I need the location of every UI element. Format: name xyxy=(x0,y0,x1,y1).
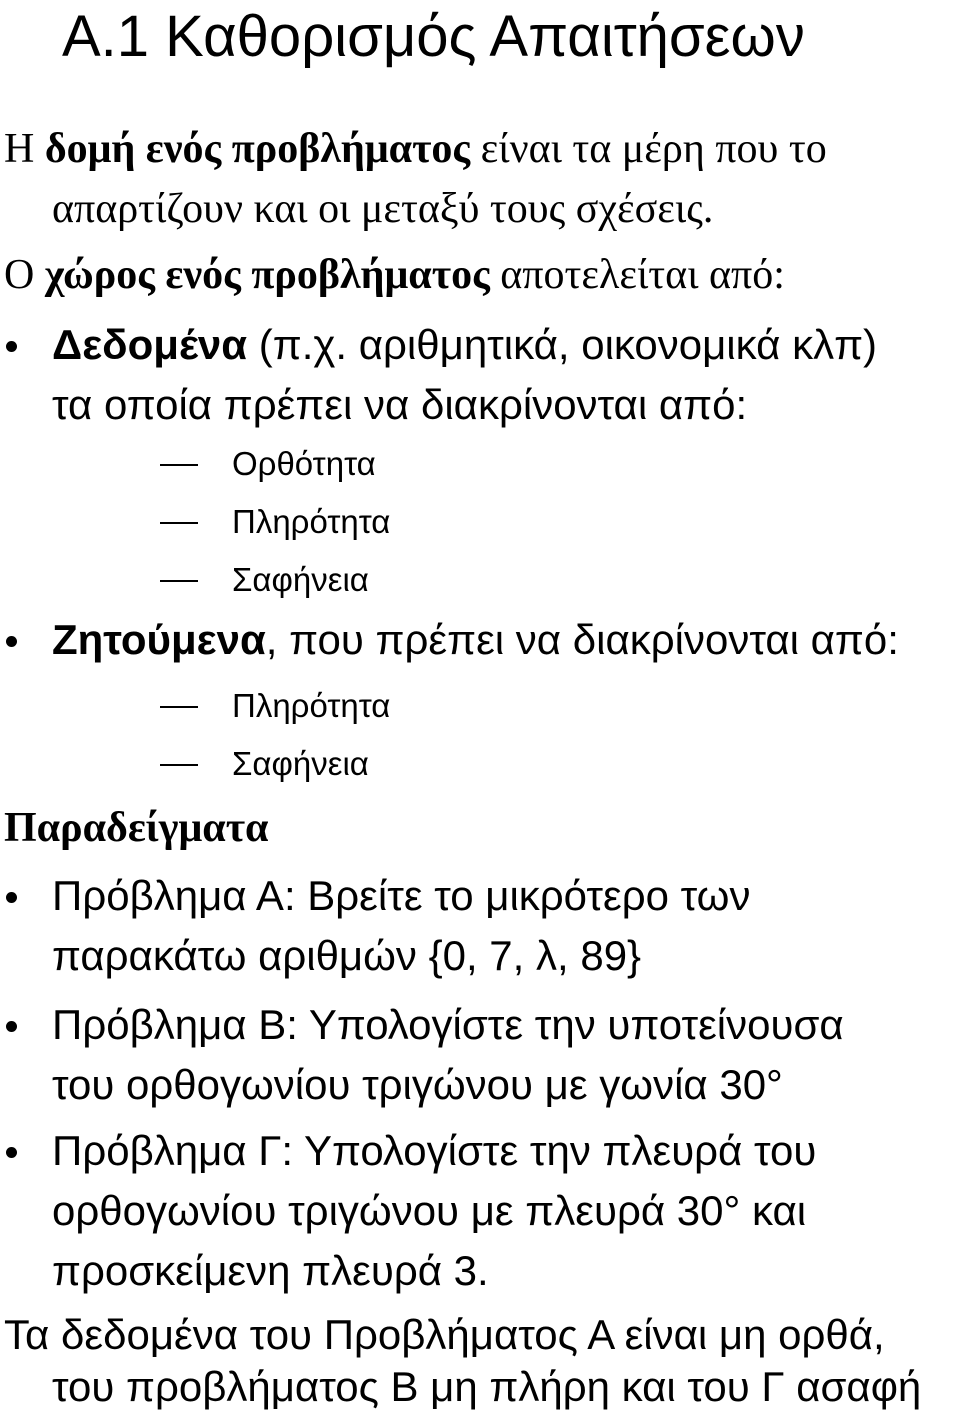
bold-term-data: Δεδομένα xyxy=(52,321,248,368)
problem-c-line1: Πρόβλημα Γ: Υπολογίστε την πλευρά του xyxy=(52,1127,817,1174)
dash-icon xyxy=(160,522,198,524)
problem-a-line1: Πρόβλημα Α: Βρείτε το μικρότερο των xyxy=(52,872,751,919)
problem-b-line1: Πρόβλημα Β: Υπολογίστε την υποτείνουσα xyxy=(52,1001,844,1048)
bullet-icon xyxy=(6,1021,17,1032)
examples-heading: Παραδείγματα xyxy=(4,805,269,851)
bold-term-structure: δομή ενός προβλήματος xyxy=(44,126,471,172)
problem-c-line2: ορθογωνίου τριγώνου με πλευρά 30° και xyxy=(52,1187,807,1234)
bold-term-wanted: Ζητούμενα xyxy=(52,616,266,663)
data-item-line2: τα οποία πρέπει να διακρίνονται από: xyxy=(52,381,748,428)
bullet-icon xyxy=(6,892,17,903)
paragraph-space-line: Ο χώρος ενός προβλήματος αποτελείται από: xyxy=(4,252,785,298)
bullet-icon xyxy=(6,341,17,352)
page-title: A.1 Καθορισμός Απαιτήσεων xyxy=(62,4,805,69)
conclusion-line2: του προβλήματος Β μη πλήρη και του Γ ασαφή xyxy=(52,1363,922,1410)
subitem-clarity: Σαφήνεια xyxy=(232,561,369,598)
problem-a-line2: παρακάτω αριθμών {0, 7, λ, 89} xyxy=(52,932,642,979)
wanted-item-line: Ζητούμενα, που πρέπει να διακρίνονται από: xyxy=(52,616,899,663)
dash-icon xyxy=(160,580,198,582)
paragraph-structure-line1: Η δομή ενός προβλήματος είναι τα μέρη που το xyxy=(4,126,827,172)
bullet-icon xyxy=(6,636,17,647)
subitem-correctness: Ορθότητα xyxy=(232,445,376,482)
conclusion-line1: Τα δεδομένα του Προβλήματος Α είναι μη ορθά, xyxy=(4,1311,885,1358)
paragraph-structure-line2: απαρτίζουν και οι μεταξύ τους σχέσεις. xyxy=(52,186,714,232)
dash-icon xyxy=(160,464,198,466)
problem-b-line2: του ορθογωνίου τριγώνου με γωνία 30° xyxy=(52,1061,783,1108)
data-item-line1: Δεδομένα (π.χ. αριθμητικά, οικονομικά κλπ) xyxy=(52,321,878,368)
dash-icon xyxy=(160,764,198,766)
bullet-icon xyxy=(6,1147,17,1158)
subitem-completeness: Πληρότητα xyxy=(232,503,391,540)
bold-term-space: χώρος ενός προβλήματος xyxy=(44,252,490,298)
subitem-clarity: Σαφήνεια xyxy=(232,745,369,782)
dash-icon xyxy=(160,706,198,708)
problem-c-line3: προσκείμενη πλευρά 3. xyxy=(52,1247,489,1294)
subitem-completeness: Πληρότητα xyxy=(232,687,391,724)
